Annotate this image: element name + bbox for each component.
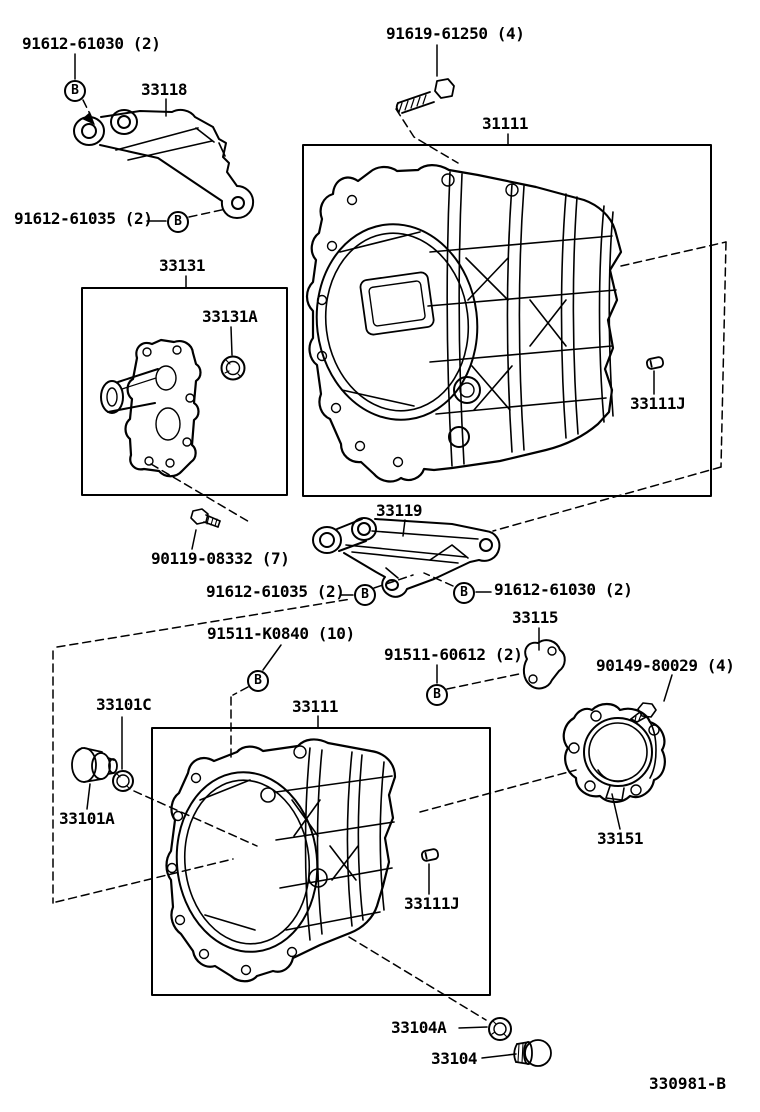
callout-33151[interactable]: 33151 <box>597 829 644 848</box>
callout-33111-lower[interactable]: 33111 <box>292 697 339 716</box>
bolt-marker-case-bolts[interactable]: B <box>247 670 269 692</box>
bolt-marker-mid-left[interactable]: B <box>354 584 376 606</box>
gasket-33104A-drawing <box>489 1018 511 1040</box>
bolt-marker-top-left[interactable]: B <box>64 80 86 102</box>
callout-33115[interactable]: 33115 <box>512 608 559 627</box>
plate-33115-drawing <box>524 640 565 688</box>
callout-33111J-lower[interactable]: 33111J <box>404 894 460 913</box>
callout-90149-80029[interactable]: 90149-80029 (4) <box>596 656 735 675</box>
callout-33131[interactable]: 33131 <box>159 256 206 275</box>
oil-seal-33131A-drawing <box>222 357 245 380</box>
callout-33118[interactable]: 33118 <box>141 80 188 99</box>
bracket-33118-drawing <box>74 110 253 218</box>
bolt-91619-drawing <box>397 79 454 113</box>
dowel-pin-lower-drawing <box>421 848 439 861</box>
callout-33101C[interactable]: 33101C <box>96 695 152 714</box>
callout-91511-60612[interactable]: 91511-60612 (2) <box>384 645 523 664</box>
bolt-marker-plate-bolts[interactable]: B <box>426 684 448 706</box>
clutch-housing-31111-drawing <box>306 165 621 481</box>
callout-31111[interactable]: 31111 <box>482 114 529 133</box>
callout-33104A[interactable]: 33104A <box>391 1018 447 1037</box>
callout-33104[interactable]: 33104 <box>431 1049 478 1068</box>
case-ribs <box>200 748 394 940</box>
callout-91511-K0840[interactable]: 91511-K0840 (10) <box>207 624 355 643</box>
figure-code: 330981-B <box>649 1074 727 1093</box>
callout-90119-08332[interactable]: 90119-08332 (7) <box>151 549 290 568</box>
callout-33111J-upper[interactable]: 33111J <box>630 394 686 413</box>
dowel-pin-upper-drawing <box>646 356 664 369</box>
bolt-90119-drawing <box>191 509 220 527</box>
callout-91612-61035-mid[interactable]: 91612-61035 (2) <box>206 582 345 601</box>
callout-33131A[interactable]: 33131A <box>202 307 258 326</box>
callout-33119[interactable]: 33119 <box>376 501 423 520</box>
bolt-marker-mid-right[interactable]: B <box>453 582 475 604</box>
bolt-marker-upper-bracket[interactable]: B <box>167 211 189 233</box>
callout-33101A[interactable]: 33101A <box>59 809 115 828</box>
plug-33101A-drawing <box>72 748 117 782</box>
gasket-33101C-drawing <box>113 771 133 791</box>
retainer-33151-drawing <box>564 704 665 802</box>
callout-91619-61250[interactable]: 91619-61250 (4) <box>386 24 525 43</box>
callout-91612-61030-upper[interactable]: 91612-61030 (2) <box>22 34 161 53</box>
callout-91612-61030-mid[interactable]: 91612-61030 (2) <box>494 580 633 599</box>
front-cover-33131-drawing <box>101 340 201 476</box>
plug-33104-drawing <box>514 1040 551 1066</box>
callout-91612-61035-upper[interactable]: 91612-61035 (2) <box>14 209 153 228</box>
